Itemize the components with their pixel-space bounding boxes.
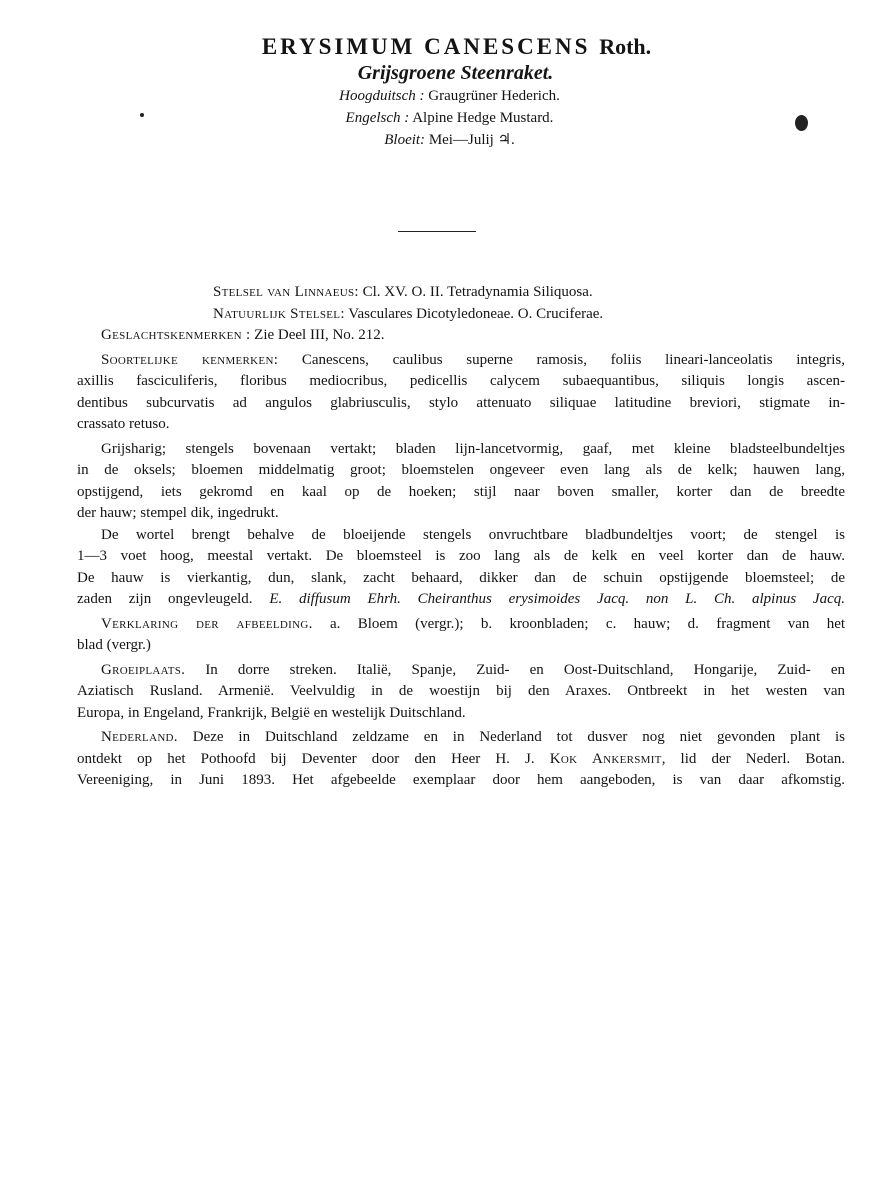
netherlands-occurrence: Nederland. Deze in Duitschland zeldzame en in Nederland tot dusver nog niet gevonden plant is ontdekt op het Pothoofd bij Deventer door den Heer H. J. Kok Ankersmit, lid der Nederl. Botan. Vereeniging, in Juni 1893. Het afgebeelde exemplaar door hem aangeboden, is van daar afkomstig. bbox=[77, 729, 846, 788]
figure-explanation: Verklaring der afbeelding. a. Bloem (vergr.); b. kroonbladen; c. hauw; d. fragment van het blad (vergr.) bbox=[77, 615, 846, 653]
habitat: Groeiplaats. In dorre streken. Italië, Spanje, Zuid- en Oost-Duitschland, Hongarije, Zuid- en Aziatisch Rusland. Armenië. Veelvuldig in de woestijn bij den Araxes. Ontbreekt in het westen van Europa, in Engeland, Frankrijk, België en westelijk Duitschland. bbox=[77, 661, 845, 721]
genus-characters-line: Geslachtskenmerken : Zie Deel III, No. 212. bbox=[101, 327, 385, 343]
meta-bloom: Bloeit: Mei—Julij ♃. bbox=[384, 132, 515, 148]
dutch-name: Grijsgroene Steenraket. bbox=[357, 62, 554, 84]
root-description: De wortel brengt behalve de bloeijende stengels onvruchtbare bladbundeltjes voort; de stengel is 1—3 voet hoog, meestal vertakt. De bloemsteel is zoo lang als de kelk en veel korter dan de hauw. De hauw is vierkantig, dun, slank, zacht behaard, dikker dan de schuin opstijgende bloemsteel; de zaden zijn ongevleugeld. E. diffusum Ehrh. Cheiranthus erysimoides Jacq. non L. Ch. alpinus Jacq. bbox=[77, 526, 845, 607]
meta-german: Hoogduitsch : Graugrüner Hederich. bbox=[339, 88, 560, 104]
natural-system-line: Natuurlijk Stelsel: Vasculares Dicotyledoneae. O. Cruciferae. bbox=[213, 305, 604, 322]
species-characters: Soortelijke kenmerken: Canescens, caulibus superne ramosis, foliis lineari-lanceolatis integris, axillis fasciculiferis, floribus mediocribus, pedicellis calycem subaequantibus, siliquis longis ascen- dentibus subcurvatis ad angulos glabriusculis, stylo attenuato siliquae latitudine breviori, stigmate in- crassato retuso. bbox=[77, 351, 845, 432]
dutch-description: Grijsharig; stengels bovenaan vertakt; bladen lijn-lancetvormig, gaaf, met kleine bladsteelbundeltjes in de oksels; bloemen middelmatig groot; bloemstelen ongeveer even lang als de kelk; hauwen lang, opstijgend, iets gekromd en kaal op de hoeken; stijl naar boven smaller, korter dan de breedte der hauw; stempel dik, ingedrukt. bbox=[77, 440, 845, 521]
page-title bbox=[40, 34, 873, 60]
meta-english: Engelsch : Alpine Hedge Mustard. bbox=[345, 110, 554, 126]
linnaeus-line: Stelsel van Linnaeus: Cl. XV. O. II. Tetradynamia Siliquosa. bbox=[213, 284, 593, 300]
divider-rule bbox=[398, 231, 476, 232]
species-author: Roth. bbox=[599, 34, 652, 59]
header bbox=[0, 34, 873, 151]
common-names bbox=[26, 85, 873, 151]
species-name: ERYSIMUM CANESCENS bbox=[261, 34, 591, 59]
description-body bbox=[77, 282, 845, 792]
